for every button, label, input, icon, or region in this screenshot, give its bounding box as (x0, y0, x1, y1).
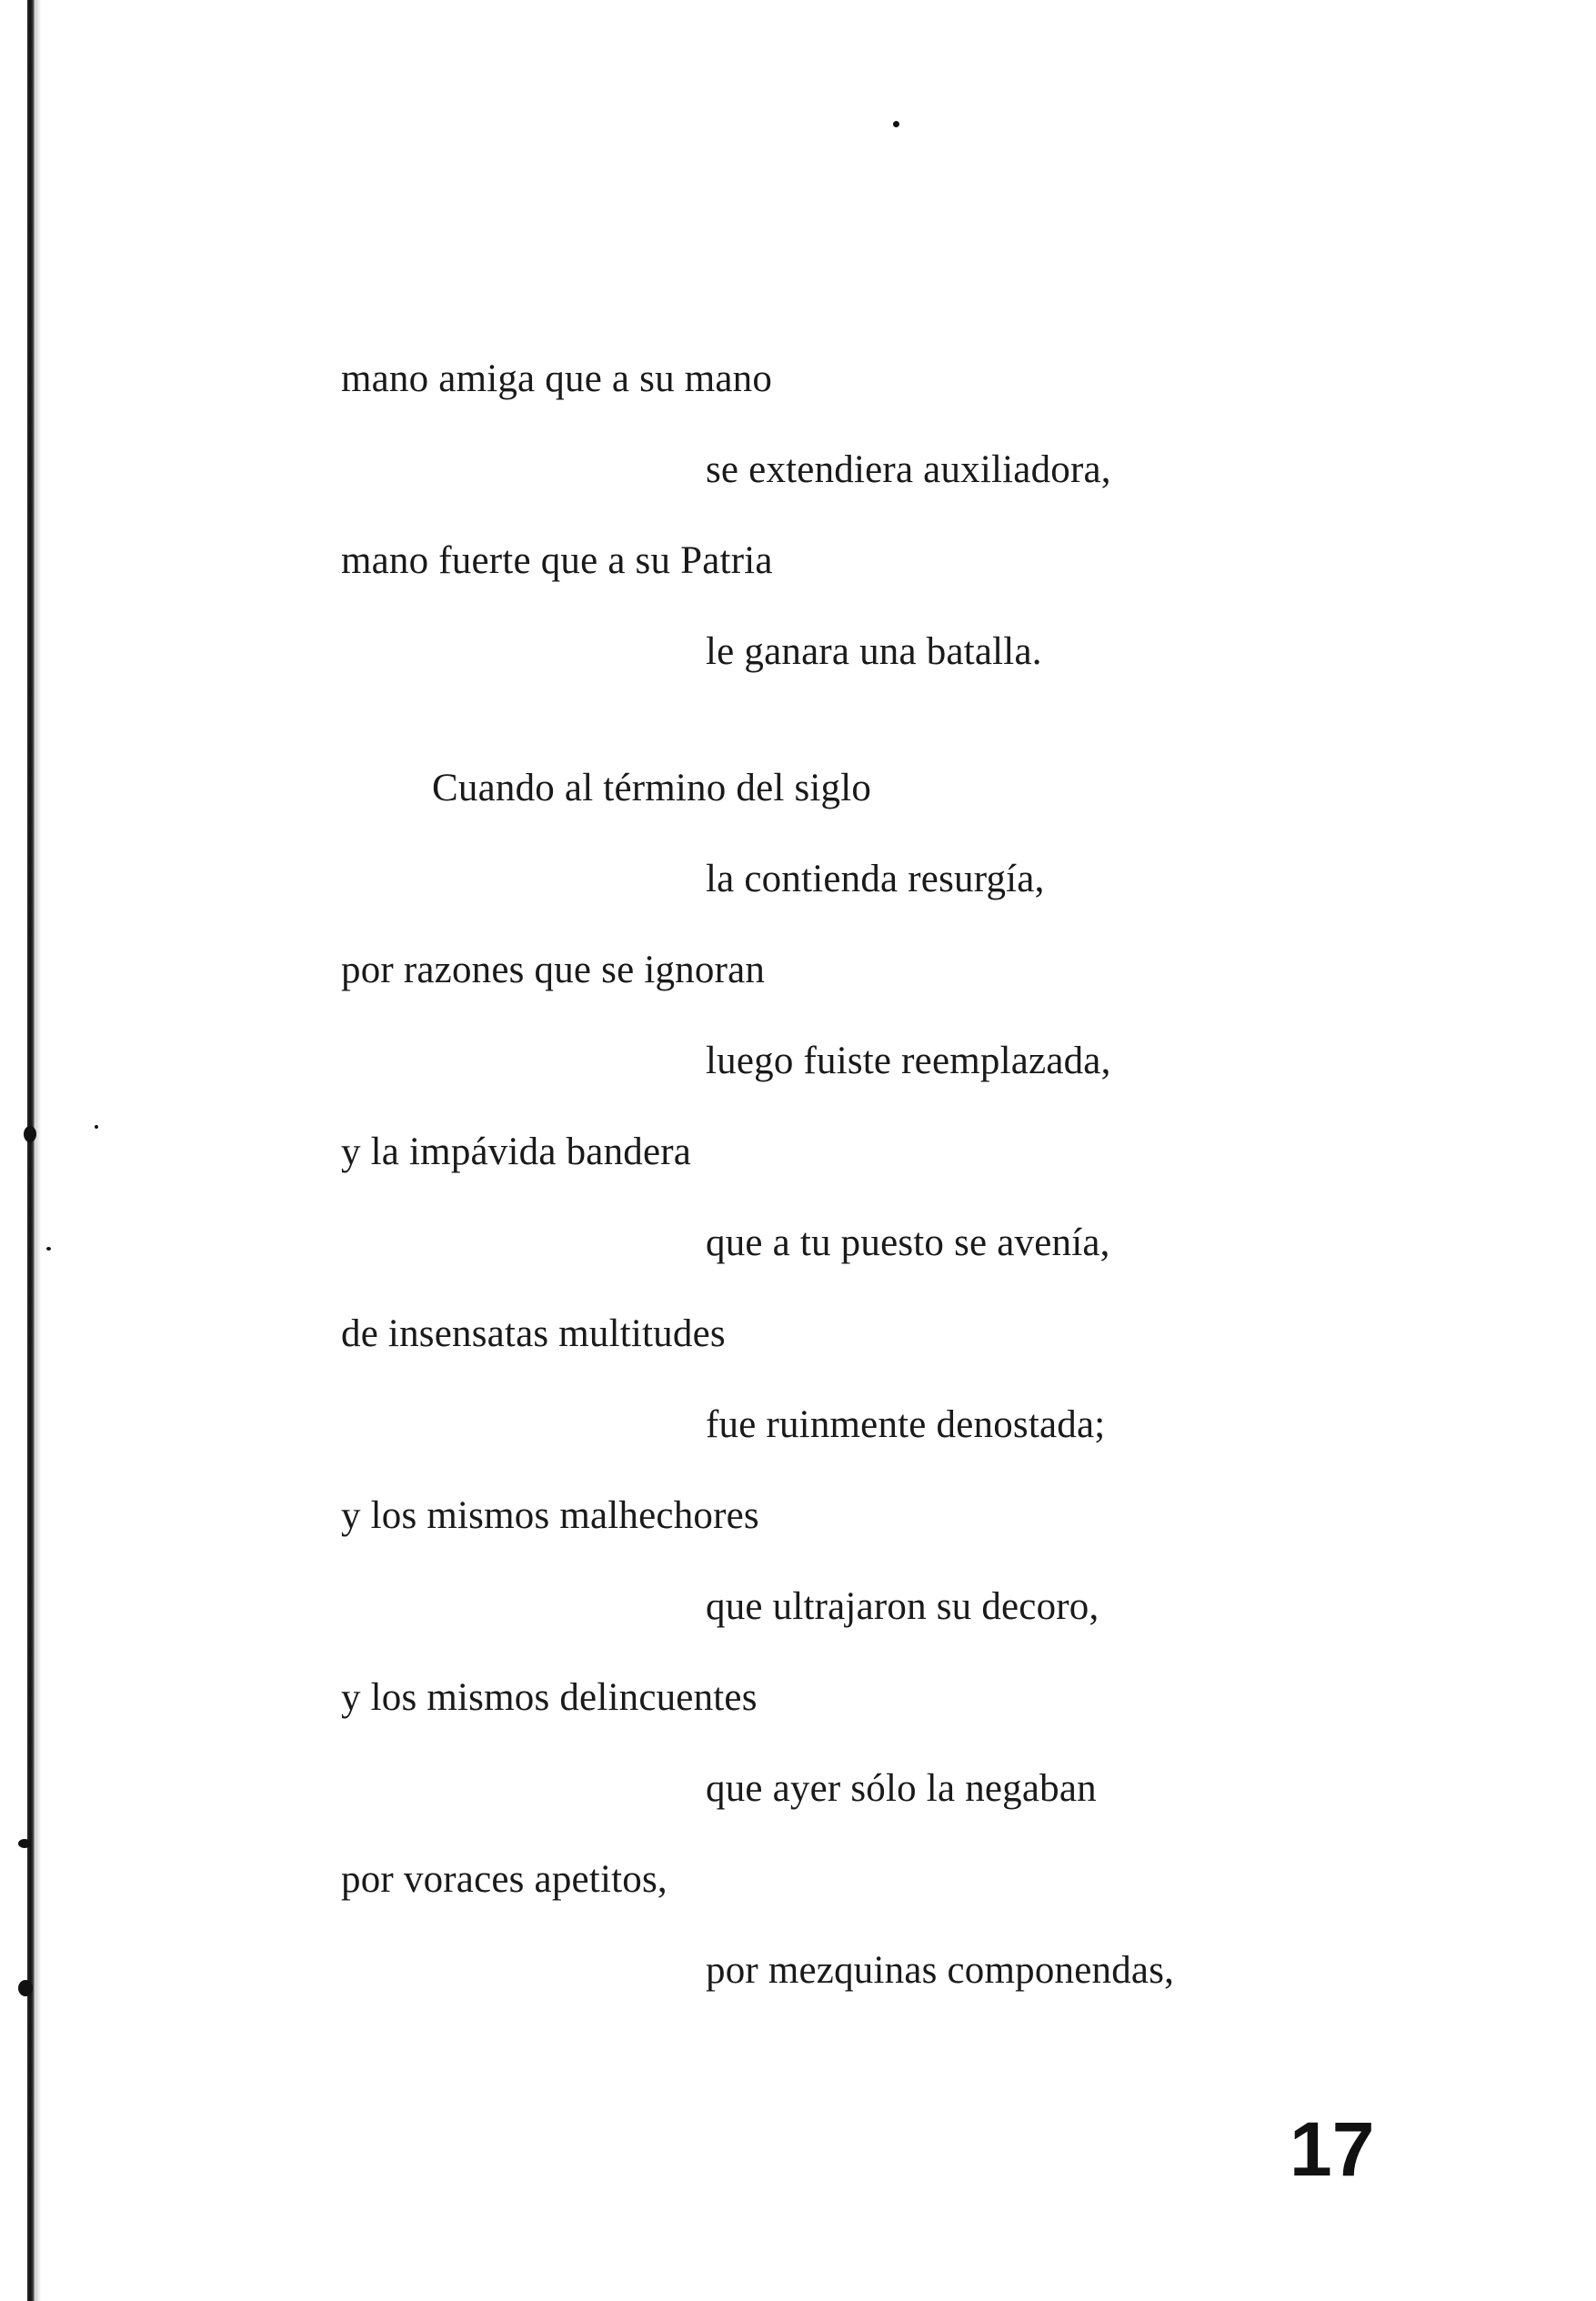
poem-line: mano fuerte que a su Patria (341, 539, 773, 582)
poem-line: le ganara una batalla. (706, 630, 1042, 673)
poem-line: y la impávida bandera (341, 1130, 692, 1173)
poem-line: de insensatas multitudes (341, 1312, 726, 1355)
poem-line: la contienda resurgía, (706, 858, 1045, 900)
poem-line: luego fuiste reemplazada, (706, 1040, 1111, 1082)
poem-line: que a tu puesto se avenía, (706, 1221, 1110, 1264)
poem-line: que ayer sólo la negaban (706, 1767, 1097, 1810)
poem-line: y los mismos delincuentes (341, 1676, 758, 1719)
poem-line: Cuando al término del siglo (432, 767, 872, 809)
poem-line: fue ruinmente denostada; (706, 1403, 1106, 1446)
poem-line: mano amiga que a su mano (341, 357, 773, 400)
poem-line: por voraces apetitos, (341, 1858, 668, 1901)
page-number: 17 (1290, 2106, 1375, 2192)
poem-line: por razones que se ignoran (341, 949, 766, 991)
poem-line: se extendiera auxiliadora, (706, 448, 1111, 491)
poem-line: y los mismos malhechores (341, 1494, 759, 1537)
poem-line: por mezquinas componendas, (706, 1949, 1175, 1992)
poem-line: que ultrajaron su decoro, (706, 1585, 1099, 1628)
